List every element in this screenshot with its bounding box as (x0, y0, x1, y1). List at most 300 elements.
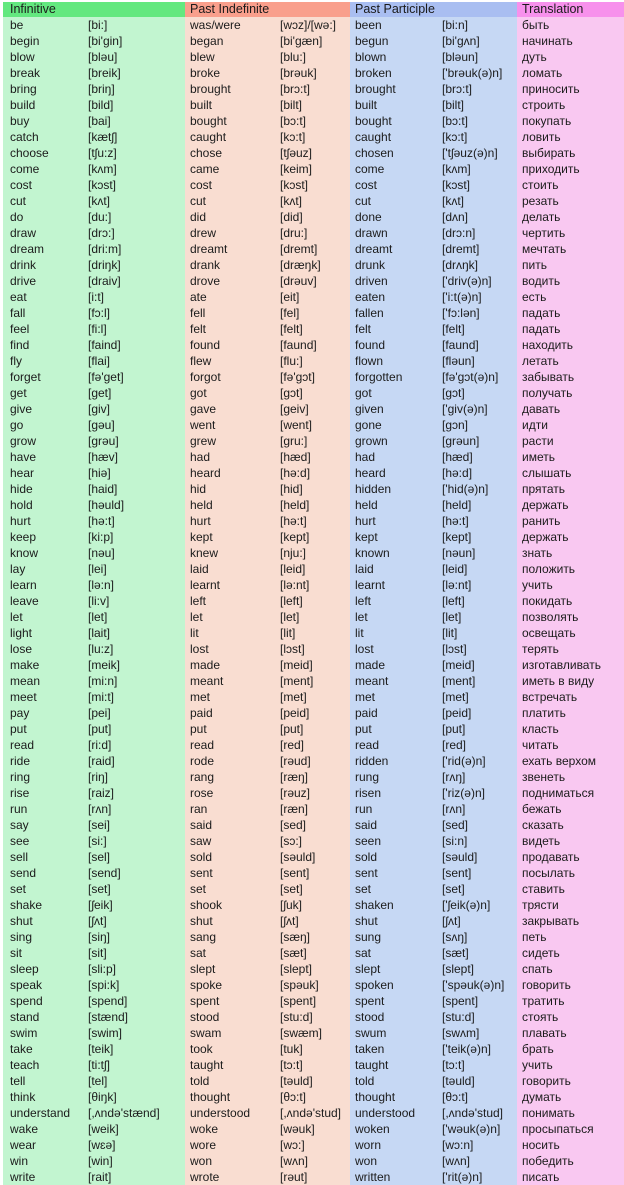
cell-past-indefinite: sold (185, 849, 280, 865)
cell-past-indefinite-transcription: [let] (280, 609, 350, 625)
cell-infinitive: forget (3, 369, 88, 385)
cell-infinitive-transcription: [driŋk] (88, 257, 185, 273)
cell-infinitive-transcription: [stænd] (88, 1009, 185, 1025)
cell-past-participle-transcription: [bɔ:t] (442, 113, 517, 129)
cell-translation: делать (517, 209, 624, 225)
cell-past-participle: won (350, 1153, 442, 1169)
cell-past-indefinite: drove (185, 273, 280, 289)
cell-translation: водить (517, 273, 624, 289)
cell-infinitive-transcription: [spend] (88, 993, 185, 1009)
cell-past-participle: taken (350, 1041, 442, 1057)
cell-past-indefinite-transcription: [fə'gɔt] (280, 369, 350, 385)
cell-translation: чертить (517, 225, 624, 241)
cell-past-participle-transcription: ['brəuk(ə)n] (442, 65, 517, 81)
table-row (3, 497, 624, 513)
cell-infinitive: hide (3, 481, 88, 497)
cell-past-indefinite: wore (185, 1137, 280, 1153)
cell-infinitive: sell (3, 849, 88, 865)
cell-past-indefinite: let (185, 609, 280, 625)
cell-infinitive-transcription: [send] (88, 865, 185, 881)
table-row (3, 289, 624, 305)
table-row (3, 1057, 624, 1073)
cell-infinitive-transcription: [kætʃ] (88, 129, 185, 145)
cell-translation: думать (517, 1089, 624, 1105)
cell-past-indefinite-transcription: [brɔ:t] (280, 81, 350, 97)
cell-past-indefinite-transcription: [sɔ:] (280, 833, 350, 849)
cell-past-participle-transcription: [swʌm] (442, 1025, 517, 1041)
table-row (3, 321, 624, 337)
cell-translation: резать (517, 193, 624, 209)
table-row (3, 193, 624, 209)
cell-past-indefinite-transcription: [sæŋ] (280, 929, 350, 945)
table-row (3, 769, 624, 785)
cell-translation: подниматься (517, 785, 624, 801)
cell-translation: есть (517, 289, 624, 305)
cell-translation: просыпаться (517, 1121, 624, 1137)
cell-past-indefinite: found (185, 337, 280, 353)
cell-infinitive-transcription: [grəu] (88, 433, 185, 449)
cell-past-indefinite-transcription: [θɔ:t] (280, 1089, 350, 1105)
table-row (3, 513, 624, 529)
cell-past-participle-transcription: [set] (442, 881, 517, 897)
cell-infinitive: understand (3, 1105, 88, 1121)
cell-infinitive: think (3, 1089, 88, 1105)
table-header (3, 2, 624, 17)
cell-infinitive: meet (3, 689, 88, 705)
cell-past-indefinite: kept (185, 529, 280, 545)
cell-infinitive: sit (3, 945, 88, 961)
cell-past-participle: understood (350, 1105, 442, 1121)
cell-past-indefinite-transcription: [hid] (280, 481, 350, 497)
table-row (3, 225, 624, 241)
cell-past-participle: left (350, 593, 442, 609)
table-row (3, 753, 624, 769)
table-row (3, 657, 624, 673)
cell-past-participle: laid (350, 561, 442, 577)
cell-infinitive-transcription: [,ʌndə'stænd] (88, 1105, 185, 1121)
cell-past-indefinite-transcription: [set] (280, 881, 350, 897)
cell-infinitive: grow (3, 433, 88, 449)
cell-past-indefinite-transcription: [bi'gæn] (280, 33, 350, 49)
cell-past-participle-transcription: ['i:t(ə)n] (442, 289, 517, 305)
cell-translation: изготавливать (517, 657, 624, 673)
table-row (3, 17, 624, 33)
cell-past-participle: let (350, 609, 442, 625)
table-row (3, 1041, 624, 1057)
cell-past-indefinite: began (185, 33, 280, 49)
cell-infinitive-transcription: [mi:n] (88, 673, 185, 689)
cell-translation: падать (517, 321, 624, 337)
cell-past-participle-transcription: [lə:nt] (442, 577, 517, 593)
cell-past-participle-transcription: [let] (442, 609, 517, 625)
cell-past-indefinite: was/were (185, 17, 280, 33)
cell-past-participle: had (350, 449, 442, 465)
cell-past-indefinite: cost (185, 177, 280, 193)
cell-past-indefinite: taught (185, 1057, 280, 1073)
cell-translation: освещать (517, 625, 624, 641)
cell-past-participle-transcription: [dʌn] (442, 209, 517, 225)
table-row (3, 49, 624, 65)
cell-translation: покидать (517, 593, 624, 609)
cell-infinitive: wake (3, 1121, 88, 1137)
cell-infinitive: dream (3, 241, 88, 257)
cell-past-indefinite-transcription: [rəuz] (280, 785, 350, 801)
cell-past-participle-transcription: ['riz(ə)n] (442, 785, 517, 801)
cell-infinitive: speak (3, 977, 88, 993)
cell-past-indefinite: went (185, 417, 280, 433)
cell-past-indefinite: slept (185, 961, 280, 977)
cell-past-participle: stood (350, 1009, 442, 1025)
cell-infinitive: drive (3, 273, 88, 289)
cell-past-participle-transcription: [fləun] (442, 353, 517, 369)
cell-past-participle: eaten (350, 289, 442, 305)
cell-past-participle-transcription: [nəun] (442, 545, 517, 561)
table-row (3, 737, 624, 753)
cell-past-indefinite: met (185, 689, 280, 705)
cell-infinitive: keep (3, 529, 88, 545)
cell-past-participle-transcription: [si:n] (442, 833, 517, 849)
cell-past-participle: worn (350, 1137, 442, 1153)
cell-past-indefinite: hid (185, 481, 280, 497)
cell-past-indefinite: caught (185, 129, 280, 145)
cell-past-indefinite-transcription: [sent] (280, 865, 350, 881)
cell-translation: быть (517, 17, 624, 33)
cell-infinitive: leave (3, 593, 88, 609)
cell-translation: видеть (517, 833, 624, 849)
cell-past-participle-transcription: [sent] (442, 865, 517, 881)
header-past-participle: Past Participle (350, 2, 517, 17)
cell-infinitive: hold (3, 497, 88, 513)
table-row (3, 273, 624, 289)
cell-past-participle-transcription: [faund] (442, 337, 517, 353)
cell-infinitive-transcription: [ʃeik] (88, 897, 185, 913)
cell-infinitive-transcription: [raiz] (88, 785, 185, 801)
cell-past-participle: risen (350, 785, 442, 801)
cell-infinitive: drink (3, 257, 88, 273)
cell-infinitive: say (3, 817, 88, 833)
cell-infinitive-transcription: [sli:p] (88, 961, 185, 977)
cell-infinitive: shake (3, 897, 88, 913)
cell-infinitive: bring (3, 81, 88, 97)
cell-past-participle: begun (350, 33, 442, 49)
cell-past-participle: dreamt (350, 241, 442, 257)
table-row (3, 241, 624, 257)
cell-past-participle-transcription: [sed] (442, 817, 517, 833)
cell-past-indefinite: forgot (185, 369, 280, 385)
cell-past-participle: known (350, 545, 442, 561)
table-body (3, 17, 624, 1185)
cell-past-indefinite-transcription: [geiv] (280, 401, 350, 417)
cell-past-indefinite-transcription: [bɔ:t] (280, 113, 350, 129)
cell-past-participle: felt (350, 321, 442, 337)
cell-past-indefinite: woke (185, 1121, 280, 1137)
table-row (3, 305, 624, 321)
cell-past-indefinite: saw (185, 833, 280, 849)
cell-infinitive-transcription: [spi:k] (88, 977, 185, 993)
cell-infinitive-transcription: [swim] (88, 1025, 185, 1041)
cell-past-participle: forgotten (350, 369, 442, 385)
cell-past-indefinite-transcription: [rəut] (280, 1169, 350, 1185)
cell-infinitive: tell (3, 1073, 88, 1089)
cell-past-participle-transcription: [felt] (442, 321, 517, 337)
cell-translation: продавать (517, 849, 624, 865)
cell-infinitive: set (3, 881, 88, 897)
cell-infinitive-transcription: [haid] (88, 481, 185, 497)
cell-past-indefinite-transcription: [hæd] (280, 449, 350, 465)
cell-infinitive-transcription: [fə'get] (88, 369, 185, 385)
cell-past-participle: grown (350, 433, 442, 449)
cell-infinitive-transcription: [tʃu:z] (88, 145, 185, 161)
cell-past-indefinite-transcription: [left] (280, 593, 350, 609)
cell-infinitive: find (3, 337, 88, 353)
cell-past-participle-transcription: [slept] (442, 961, 517, 977)
cell-past-indefinite-transcription: [spent] (280, 993, 350, 1009)
cell-translation: закрывать (517, 913, 624, 929)
cell-past-indefinite-transcription: [did] (280, 209, 350, 225)
cell-past-indefinite: dreamt (185, 241, 280, 257)
cell-infinitive-transcription: [win] (88, 1153, 185, 1169)
cell-past-participle-transcription: [wʌn] (442, 1153, 517, 1169)
cell-past-participle: said (350, 817, 442, 833)
cell-past-participle-transcription: [təuld] (442, 1073, 517, 1089)
cell-past-participle: found (350, 337, 442, 353)
cell-past-participle-transcription: [ʃʌt] (442, 913, 517, 929)
cell-past-participle-transcription: [stu:d] (442, 1009, 517, 1025)
cell-past-participle-transcription: [spent] (442, 993, 517, 1009)
cell-past-participle-transcription: [gɔt] (442, 385, 517, 401)
cell-infinitive: get (3, 385, 88, 401)
cell-translation: летать (517, 353, 624, 369)
cell-past-participle: spoken (350, 977, 442, 993)
cell-infinitive-transcription: [gəu] (88, 417, 185, 433)
cell-translation: сказать (517, 817, 624, 833)
cell-past-participle-transcription: ['driv(ə)n] (442, 273, 517, 289)
table-row (3, 257, 624, 273)
table-row (3, 817, 624, 833)
cell-past-indefinite: chose (185, 145, 280, 161)
cell-past-indefinite-transcription: [kʌt] (280, 193, 350, 209)
cell-past-participle: brought (350, 81, 442, 97)
cell-translation: сидеть (517, 945, 624, 961)
cell-past-participle: paid (350, 705, 442, 721)
cell-translation: начинать (517, 33, 624, 49)
cell-past-participle: meant (350, 673, 442, 689)
cell-past-indefinite: won (185, 1153, 280, 1169)
cell-translation: встречать (517, 689, 624, 705)
cell-infinitive: let (3, 609, 88, 625)
cell-infinitive: buy (3, 113, 88, 129)
cell-past-indefinite-transcription: [wɔz]/[wə:] (280, 17, 350, 33)
cell-past-indefinite-transcription: [spəuk] (280, 977, 350, 993)
cell-past-indefinite: sat (185, 945, 280, 961)
cell-infinitive-transcription: [hæv] (88, 449, 185, 465)
cell-past-participle-transcription: [bi:n] (442, 17, 517, 33)
cell-past-participle-transcription: [wɔ:n] (442, 1137, 517, 1153)
cell-past-participle: swum (350, 1025, 442, 1041)
cell-translation: знать (517, 545, 624, 561)
cell-infinitive: hear (3, 465, 88, 481)
cell-translation: выбирать (517, 145, 624, 161)
cell-past-indefinite-transcription: [lə:nt] (280, 577, 350, 593)
cell-translation: забывать (517, 369, 624, 385)
cell-infinitive-transcription: [li:v] (88, 593, 185, 609)
cell-infinitive-transcription: [si:] (88, 833, 185, 849)
cell-past-indefinite-transcription: [keim] (280, 161, 350, 177)
cell-translation: бежать (517, 801, 624, 817)
cell-past-participle: set (350, 881, 442, 897)
cell-past-indefinite-transcription: [ment] (280, 673, 350, 689)
cell-past-indefinite-transcription: [kɔst] (280, 177, 350, 193)
cell-infinitive-transcription: [kʌm] (88, 161, 185, 177)
cell-translation: платить (517, 705, 624, 721)
cell-past-participle: made (350, 657, 442, 673)
cell-past-indefinite: knew (185, 545, 280, 561)
cell-infinitive: wear (3, 1137, 88, 1153)
cell-infinitive-transcription: [weik] (88, 1121, 185, 1137)
cell-infinitive: cost (3, 177, 88, 193)
cell-past-indefinite: put (185, 721, 280, 737)
cell-past-participle: given (350, 401, 442, 417)
cell-past-participle-transcription: ['fɔ:lən] (442, 305, 517, 321)
cell-translation: получать (517, 385, 624, 401)
cell-past-indefinite-transcription: [ʃuk] (280, 897, 350, 913)
cell-translation: брать (517, 1041, 624, 1057)
cell-infinitive: lose (3, 641, 88, 657)
cell-past-indefinite-transcription: [hə:t] (280, 513, 350, 529)
cell-past-indefinite-transcription: [səuld] (280, 849, 350, 865)
cell-translation: прятать (517, 481, 624, 497)
cell-past-participle: gone (350, 417, 442, 433)
cell-infinitive-transcription: [kɔst] (88, 177, 185, 193)
cell-past-participle: done (350, 209, 442, 225)
table-row (3, 465, 624, 481)
table-row (3, 593, 624, 609)
cell-past-indefinite: lost (185, 641, 280, 657)
cell-past-indefinite-transcription: [sed] (280, 817, 350, 833)
table-row (3, 897, 624, 913)
cell-past-participle-transcription: [kʌt] (442, 193, 517, 209)
cell-infinitive: write (3, 1169, 88, 1185)
cell-infinitive-transcription: [rait] (88, 1169, 185, 1185)
table-row (3, 945, 624, 961)
cell-past-indefinite: sang (185, 929, 280, 945)
cell-infinitive: put (3, 721, 88, 737)
cell-past-indefinite: lit (185, 625, 280, 641)
cell-past-participle: thought (350, 1089, 442, 1105)
cell-past-indefinite: held (185, 497, 280, 513)
table-row (3, 145, 624, 161)
cell-past-participle: kept (350, 529, 442, 545)
cell-infinitive: run (3, 801, 88, 817)
cell-past-participle: caught (350, 129, 442, 145)
cell-past-indefinite: heard (185, 465, 280, 481)
cell-past-indefinite-transcription: [lit] (280, 625, 350, 641)
cell-past-indefinite: ran (185, 801, 280, 817)
cell-infinitive: sing (3, 929, 88, 945)
cell-past-participle-transcription: [,ʌndə'stud] (442, 1105, 517, 1121)
cell-translation: держать (517, 497, 624, 513)
cell-infinitive: choose (3, 145, 88, 161)
cell-past-indefinite-transcription: [təuld] (280, 1073, 350, 1089)
cell-translation: класть (517, 721, 624, 737)
cell-past-indefinite: meant (185, 673, 280, 689)
cell-past-indefinite: did (185, 209, 280, 225)
cell-translation: слышать (517, 465, 624, 481)
cell-infinitive: be (3, 17, 88, 33)
cell-infinitive-transcription: [let] (88, 609, 185, 625)
cell-past-participle: sold (350, 849, 442, 865)
cell-past-participle: chosen (350, 145, 442, 161)
cell-past-indefinite-transcription: [ræŋ] (280, 769, 350, 785)
cell-past-indefinite: paid (185, 705, 280, 721)
cell-past-indefinite-transcription: [kept] (280, 529, 350, 545)
cell-infinitive-transcription: [ki:p] (88, 529, 185, 545)
cell-infinitive: make (3, 657, 88, 673)
cell-past-indefinite-transcription: [ræn] (280, 801, 350, 817)
cell-infinitive-transcription: [du:] (88, 209, 185, 225)
cell-translation: идти (517, 417, 624, 433)
cell-past-indefinite: set (185, 881, 280, 897)
cell-translation: понимать (517, 1105, 624, 1121)
table-row (3, 545, 624, 561)
cell-past-participle-transcription: ['rid(ə)n] (442, 753, 517, 769)
cell-infinitive-transcription: [i:t] (88, 289, 185, 305)
cell-infinitive: pay (3, 705, 88, 721)
cell-past-participle-transcription: [kʌm] (442, 161, 517, 177)
cell-past-participle-transcription: [sʌŋ] (442, 929, 517, 945)
cell-past-participle: heard (350, 465, 442, 481)
cell-past-participle-transcription: [hə:t] (442, 513, 517, 529)
cell-translation: тратить (517, 993, 624, 1009)
cell-past-indefinite-transcription: [drəuv] (280, 273, 350, 289)
cell-past-participle: flown (350, 353, 442, 369)
cell-past-indefinite: grew (185, 433, 280, 449)
cell-past-participle: hidden (350, 481, 442, 497)
cell-infinitive-transcription: [lə:n] (88, 577, 185, 593)
table-row (3, 529, 624, 545)
cell-past-participle-transcription: ['teik(ə)n] (442, 1041, 517, 1057)
cell-past-participle-transcription: [kept] (442, 529, 517, 545)
cell-past-participle: broken (350, 65, 442, 81)
cell-infinitive-transcription: [draiv] (88, 273, 185, 289)
cell-infinitive: light (3, 625, 88, 641)
cell-past-indefinite: drank (185, 257, 280, 273)
cell-past-participle: rung (350, 769, 442, 785)
cell-infinitive-transcription: [sit] (88, 945, 185, 961)
cell-past-participle-transcription: [fə'gɔt(ə)n] (442, 369, 517, 385)
cell-translation: строить (517, 97, 624, 113)
cell-past-indefinite-transcription: [held] (280, 497, 350, 513)
cell-past-indefinite-transcription: [went] (280, 417, 350, 433)
cell-translation: терять (517, 641, 624, 657)
cell-past-indefinite-transcription: [gru:] (280, 433, 350, 449)
cell-infinitive-transcription: [raid] (88, 753, 185, 769)
cell-past-participle-transcription: [ment] (442, 673, 517, 689)
cell-past-participle: run (350, 801, 442, 817)
cell-infinitive-transcription: [faind] (88, 337, 185, 353)
cell-infinitive-transcription: [lu:z] (88, 641, 185, 657)
cell-translation: приходить (517, 161, 624, 177)
cell-infinitive: cut (3, 193, 88, 209)
cell-past-indefinite: felt (185, 321, 280, 337)
cell-translation: учить (517, 1057, 624, 1073)
cell-past-indefinite-transcription: [met] (280, 689, 350, 705)
cell-past-participle-transcription: [bilt] (442, 97, 517, 113)
cell-translation: писать (517, 1169, 624, 1185)
cell-past-indefinite-transcription: [gɔt] (280, 385, 350, 401)
cell-infinitive: hurt (3, 513, 88, 529)
table-row (3, 337, 624, 353)
